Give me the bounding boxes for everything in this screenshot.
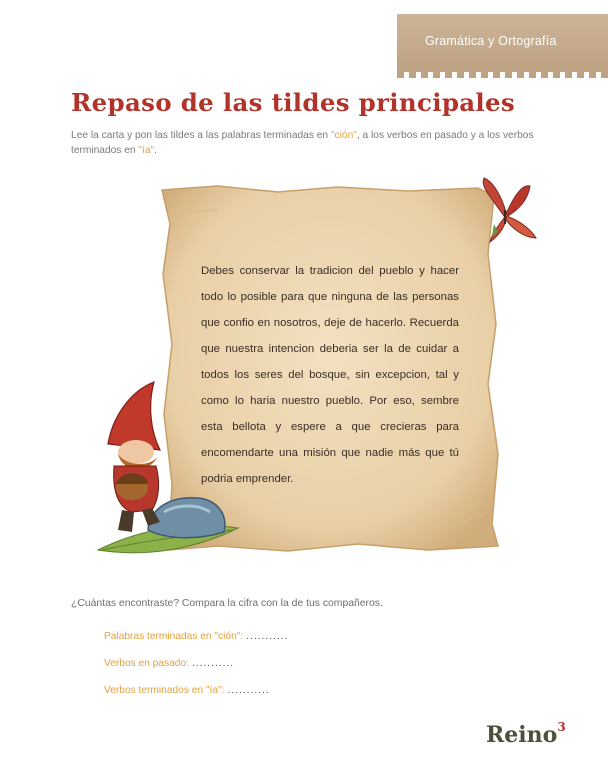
letter-text: Debes conservar la tradicion del pueblo y hacer todo lo posible para que ninguna de las personas que confio en nosotros, deje de hacerlo. Recuerda que nuestra intencion deberia ser la de cuidar a todos los seres del bosque, sin excepcion, tal y como lo haria nuestro pueblo. Por eso, sembre esta bellota y espere a que crecieras para encomendarte una misión que nadie más que tú podria emprender.	[201, 265, 459, 485]
rock-illustration	[148, 498, 225, 538]
answer-line	[104, 631, 288, 642]
answer-blank[interactable]: ...........	[246, 631, 289, 642]
instruction-part: .	[154, 145, 157, 156]
instruction-part: , a los verbos en pasado y a los verbos terminados en	[71, 130, 534, 156]
page-title: Repaso de las tildes principales	[71, 88, 516, 117]
logo-number: 3	[557, 720, 566, 734]
answer-line	[104, 685, 270, 696]
answer-blank[interactable]: ...........	[227, 685, 270, 696]
instruction-highlight: "ía"	[138, 145, 155, 156]
question-text: ¿Cuántas encontraste? Compara la cifra con la de tus compañeros.	[71, 598, 383, 609]
butterfly-icon	[470, 176, 540, 248]
instruction-part: Lee la carta y pon las tildes a las palabras terminadas en	[71, 130, 331, 141]
answer-label: Palabras terminadas en "ción":	[104, 631, 244, 642]
tab-teeth-decoration	[397, 72, 608, 78]
section-tab	[397, 14, 608, 72]
answer-blank[interactable]: ...........	[191, 658, 235, 669]
instruction-text	[71, 128, 551, 158]
section-label: Gramática y Ortografía	[425, 34, 557, 48]
gnome-illustration	[78, 380, 278, 560]
instruction-highlight: "ción"	[330, 130, 357, 141]
answer-label: Verbos en pasado:	[104, 658, 189, 669]
answer-label: Verbos terminados en "ía":	[104, 685, 225, 696]
answer-line	[104, 658, 234, 669]
logo-text: Reino	[486, 722, 558, 748]
reino-logo	[486, 722, 566, 748]
